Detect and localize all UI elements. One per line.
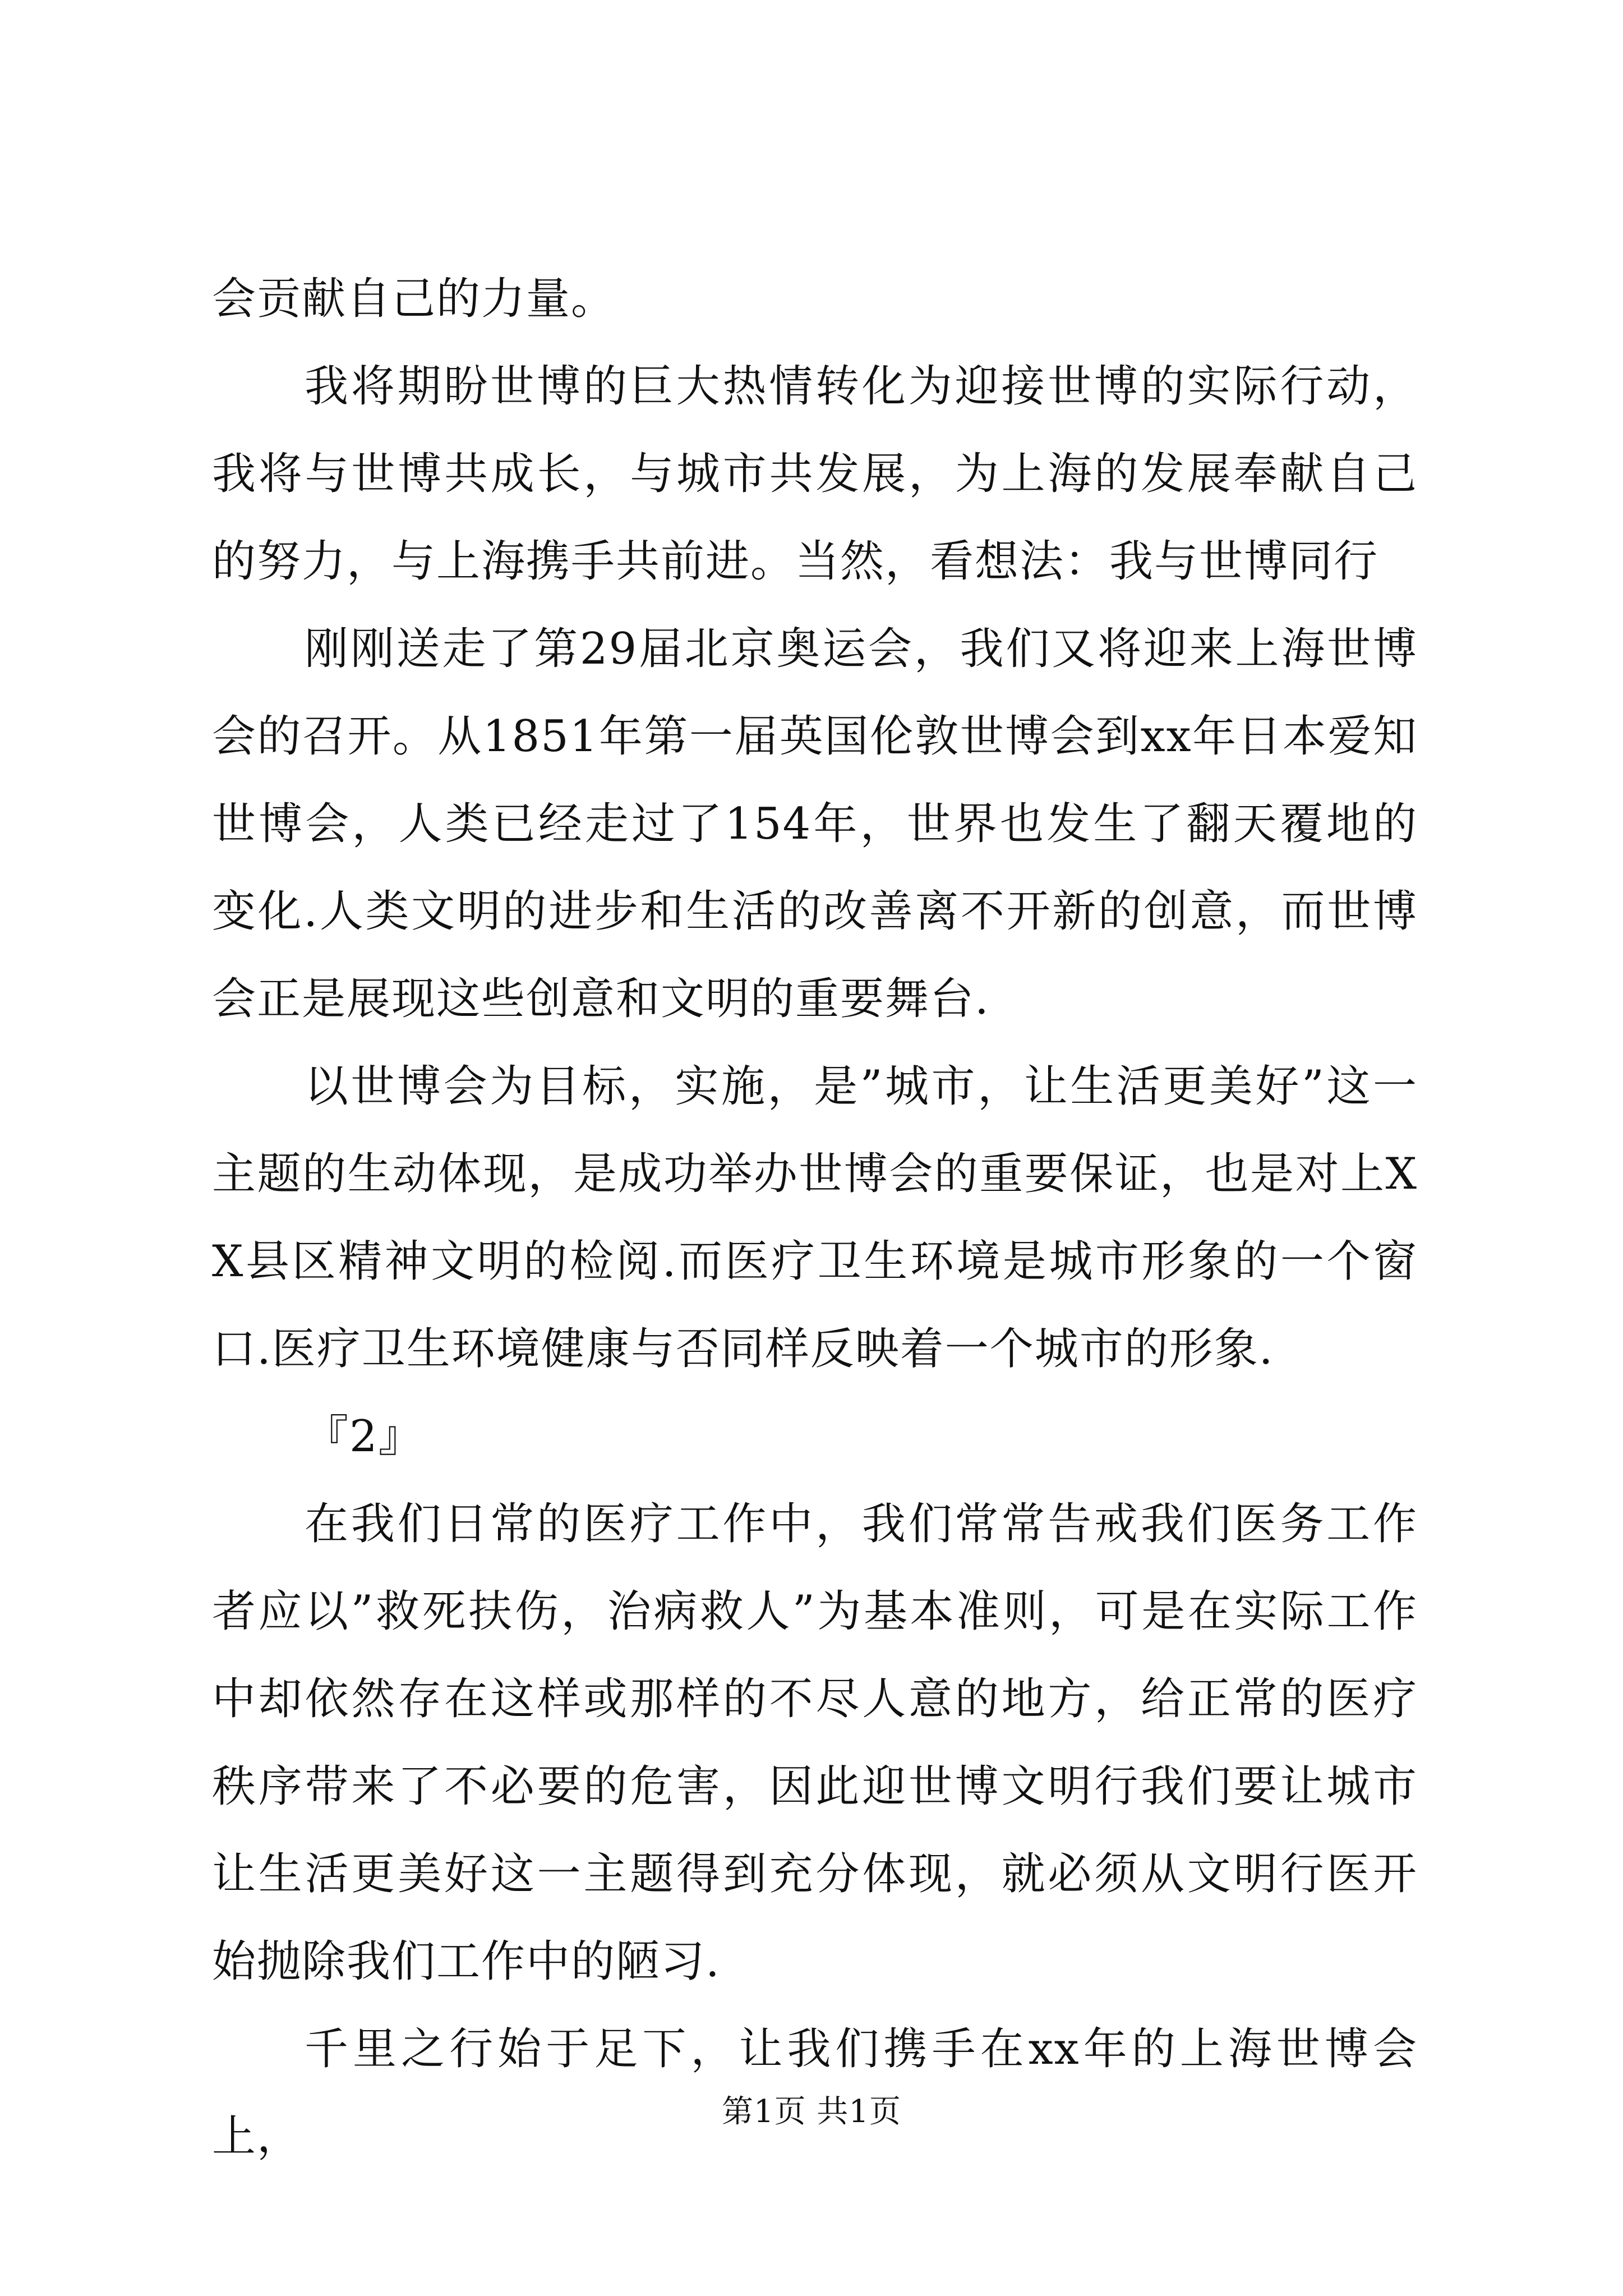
paragraph: 以世博会为目标，实施，是”城市，让生活更美好”这一主题的生动体现，是成功举办世博会的重要保证，也是对上XX县区精神文明的检阅.而医疗卫生环境是城市形象的一个窗口.医疗卫生环境健康与否同样反映着一个城市的形象. (212, 1061, 1418, 1374)
paragraph: 我将期盼世博的巨大热情转化为迎接世博的实际行动，我将与世博共成长，与城市共发展，为上海的发展奉献自己的努力，与上海携手共前进。当然，看想法：我与世博同行 (212, 361, 1418, 587)
paragraph: 刚刚送走了第29届北京奥运会，我们又将迎来上海世博会的召开。从1851年第一届英国伦敦世博会到xx年日本爱知世博会，人类已经走过了154年，世界也发生了翻天覆地的变化.人类文明的进步和生活的改善离不开新的创意，而世博会正是展现这些创意和文明的重要舞台. (212, 624, 1418, 1024)
paragraph: 在我们日常的医疗工作中，我们常常告戒我们医务工作者应以”救死扶伤，治病救人”为基本准则，可是在实际工作中却依然存在这样或那样的不尽人意的地方，给正常的医疗秩序带来了不必要的危害，因此迎世博文明行我们要让城市让生活更美好这一主题得到充分体现，就必须从文明行医开始抛除我们工作中的陋习. (212, 1499, 1418, 1987)
document-body (212, 255, 1418, 2180)
section-marker: 『2』 (305, 1411, 423, 1462)
paragraph: 会贡献自己的力量。 (212, 274, 616, 324)
page-footer: 第1页 共1页 (721, 2093, 902, 2130)
paragraph: 千里之行始于足下，让我们携手在xx年的上海世博会上， (212, 2024, 1418, 2162)
